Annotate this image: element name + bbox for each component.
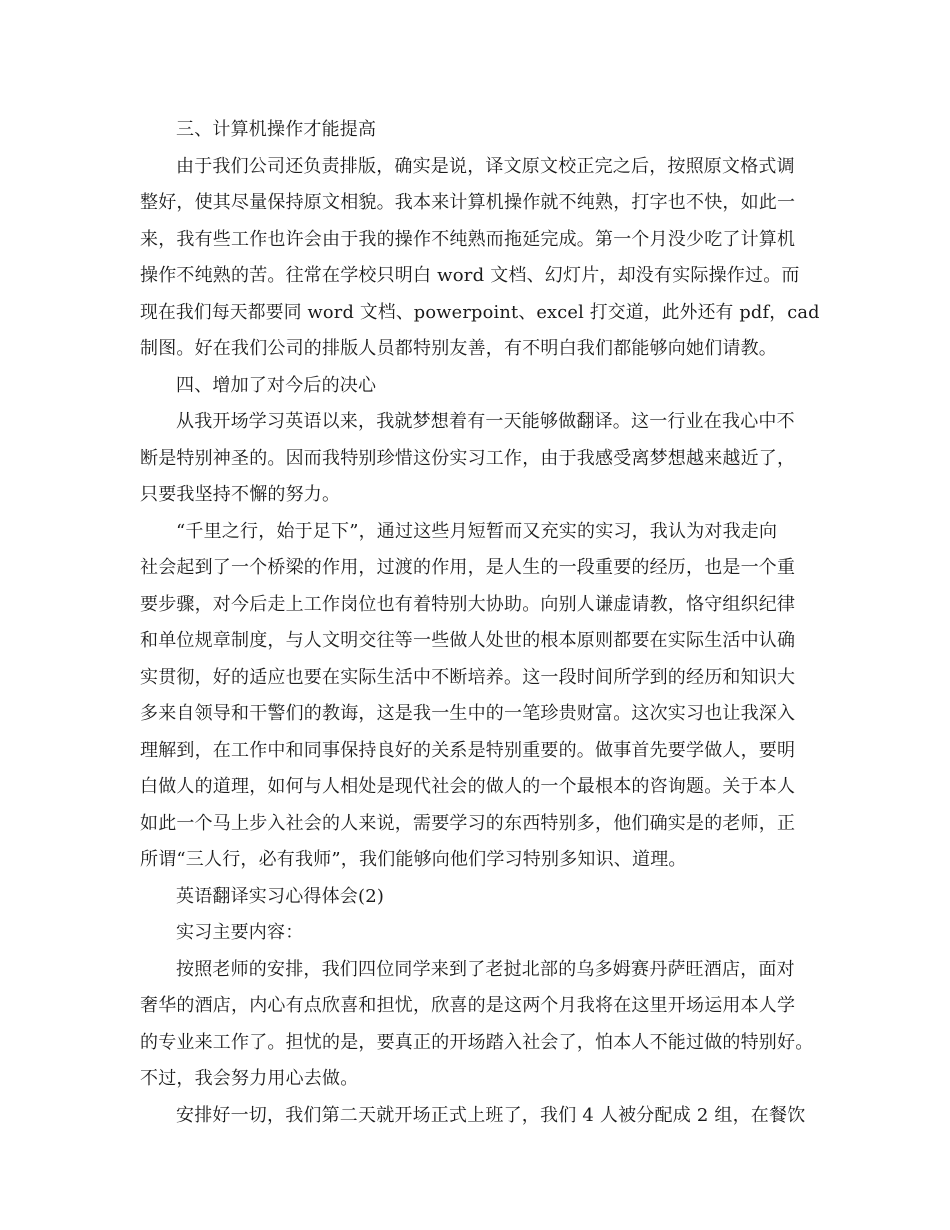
text-line: 现在我们每天都要同 word 文档、powerpoint、excel 打交道，此外还有 pdf，cad — [140, 301, 820, 323]
text-line: 理解到，在工作中和同事保持良好的关系是特别重要的。做事首先要学做人，要明 — [140, 739, 796, 761]
text-line: 来，我有些工作也许会由于我的操作不纯熟而拖延完成。第一个月没少吃了计算机 — [140, 228, 796, 250]
text-line: 从我开场学习英语以来，我就梦想着有一天能够做翻译。这一行业在我心中不 — [176, 411, 795, 432]
text-line: 不过，我会努力用心去做。 — [140, 1068, 359, 1089]
text-line: 多来自领导和干警们的教诲，这是我一生中的一笔珍贵财富。这次实习也让我深入 — [140, 703, 796, 724]
text-line: 操作不纯熟的苦。往常在学校只明白 word 文档、幻灯片，却没有实际操作过。而 — [140, 265, 800, 286]
text-line: 制图。好在我们公司的排版人员都特别友善，有不明白我们都能够向她们请教。 — [140, 338, 777, 359]
document-body — [140, 112, 820, 1134]
text-line: 要步骤，对今后走上工作岗位也有着特别大协助。向别人谦虚请教，恪守组织纪律 — [140, 593, 796, 615]
text-line: 只要我坚持不懈的努力。 — [140, 484, 341, 505]
text-line: 安排好一切，我们第二天就开场正式上班了，我们 4 人被分配成 2 组，在餐饮 — [176, 1104, 806, 1126]
text-line: 断是特别神圣的。因而我特别珍惜这份实习工作，由于我感受离梦想越来越近了， — [140, 447, 796, 469]
text-line: 三、计算机操作才能提高 — [176, 119, 377, 140]
text-line: 实习主要内容： — [176, 922, 304, 943]
text-line: 由于我们公司还负责排版，确实是说，译文原文校正完之后，按照原文格式调 — [176, 155, 795, 177]
text-line: 实贯彻，好的适应也要在实际生活中不断培养。这一段时间所学到的经历和知识大 — [140, 666, 796, 688]
text-line: 按照老师的安排，我们四位同学来到了老挝北部的乌多姆赛丹萨旺酒店，面对 — [176, 958, 795, 980]
text-line: “千里之行，始于足下”，通过这些月短暂而又充实的实习，我认为对我走向 — [176, 520, 778, 542]
text-line: 白做人的道理，如何与人相处是现代社会的做人的一个最根本的咨询题。关于本人 — [140, 776, 796, 797]
text-line: 奢华的酒店，内心有点欣喜和担忧，欣喜的是这两个月我将在这里开场运用本人学 — [140, 995, 796, 1016]
text-line: 如此一个马上步入社会的人来说，需要学习的东西特别多，他们确实是的老师，正 — [140, 812, 796, 834]
text-line: 四、增加了对今后的决心 — [176, 374, 377, 396]
text-line: 英语翻译实习心得体会(2) — [176, 885, 385, 907]
text-line: 整好，使其尽量保持原文相貌。我本来计算机操作就不纯熟，打字也不快，如此一 — [140, 192, 796, 213]
text-line: 所谓“三人行，必有我师”，我们能够向他们学习特别多知识、道理。 — [140, 849, 687, 870]
text-line: 的专业来工作了。担忧的是，要真正的开场踏入社会了，怕本人不能过做的特别好。 — [140, 1031, 814, 1053]
text-line: 和单位规章制度，与人文明交往等一些做人处世的根本原则都要在实际生活中认确 — [140, 630, 796, 651]
text-line: 社会起到了一个桥梁的作用，过渡的作用，是人生的一段重要的经历，也是一个重 — [140, 557, 796, 578]
